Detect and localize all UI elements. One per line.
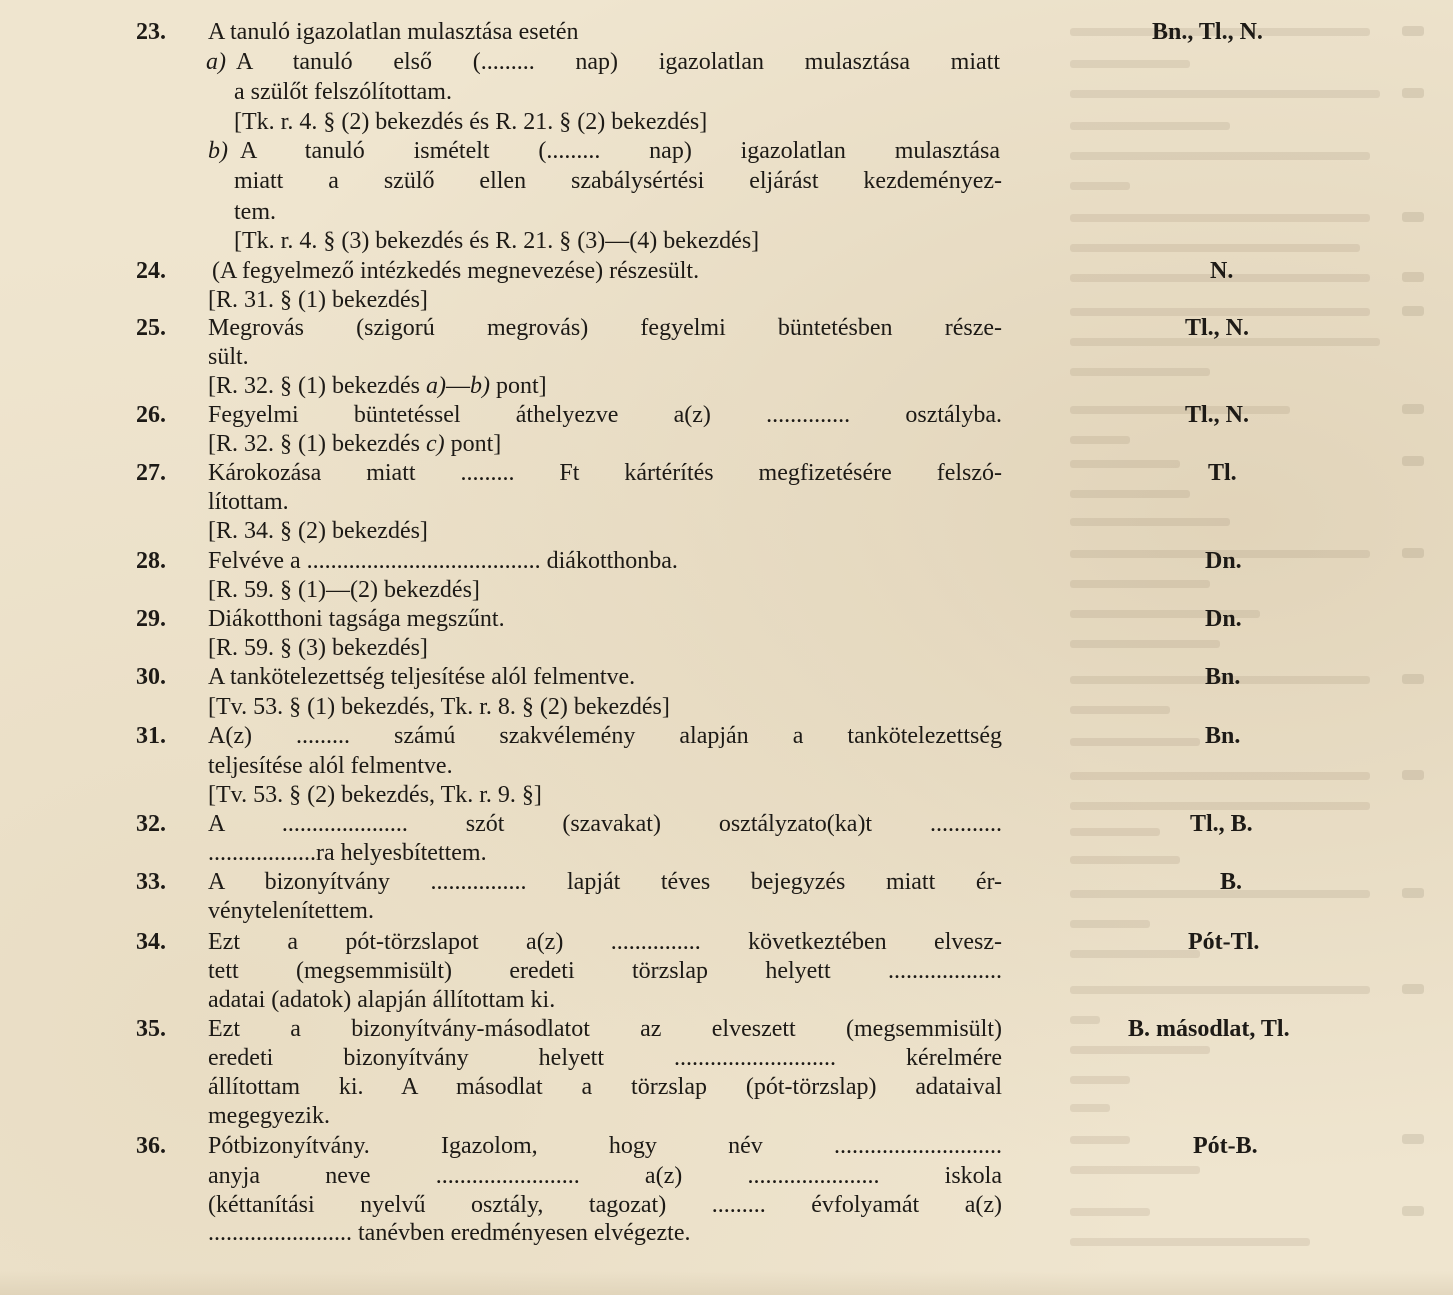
form-codes: Dn. — [1205, 548, 1242, 574]
form-codes: B. — [1220, 869, 1243, 895]
item-text: Károkozása miatt ......... Ft kártérítés megfizetésére felszó- — [208, 460, 1002, 486]
item-23-b-line3 — [0, 197, 1453, 227]
form-codes: Tl. — [1208, 460, 1237, 486]
item-text: A tankötelezettség teljesítése alól felmentve. — [208, 664, 636, 690]
item-36 — [0, 1131, 1453, 1161]
item-text: Ezt a bizonyítvány-másodlatot az elveszett (megsemmisült) — [208, 1016, 1002, 1042]
item-25 — [0, 313, 1453, 343]
item-number: 25. — [136, 315, 166, 341]
item-36-line3 — [0, 1190, 1453, 1220]
item-number: 24. — [136, 258, 166, 284]
form-codes: Bn. — [1205, 664, 1241, 690]
item-29-ref — [0, 633, 1453, 663]
item-number: 30. — [136, 664, 166, 690]
form-codes: Tl., N. — [1185, 315, 1250, 341]
form-codes: Bn. — [1205, 723, 1241, 749]
item-24-ref — [0, 285, 1453, 315]
item-text: Ezt a pót-törzslapot a(z) ............... következtében elvesz- — [208, 929, 1002, 955]
item-31-line2 — [0, 751, 1453, 781]
item-text: teljesítése alól felmentve. — [208, 753, 453, 779]
item-text: vénytelenítettem. — [208, 898, 374, 924]
item-text: állítottam ki. A másodlat a törzslap (pót-törzslap) adataival — [208, 1074, 1002, 1100]
item-text: anyja neve ........................ a(z) ...................... iskola — [208, 1163, 1002, 1189]
item-27 — [0, 458, 1453, 488]
item-23-b — [0, 136, 1453, 166]
item-34 — [0, 927, 1453, 957]
item-35-line3 — [0, 1072, 1453, 1102]
ref-text: pont] — [444, 431, 502, 457]
item-text: A bizonyítvány ................ lapját téves bejegyzés miatt ér- — [208, 869, 1002, 895]
form-codes: Pót-Tl. — [1188, 929, 1260, 955]
item-26-ref — [0, 429, 1453, 459]
item-number: 32. — [136, 811, 166, 837]
item-text: A tanuló igazolatlan mulasztása esetén — [208, 19, 579, 45]
item-33-line2 — [0, 896, 1453, 926]
ref-text: [R. 32. § (1) bekezdés — [208, 373, 426, 399]
item-text: (kéttanítási nyelvű osztály, tagozat) ......... évfolyamát a(z) — [208, 1192, 1002, 1218]
subitem-letter: b) — [208, 138, 228, 164]
subitem-letter: a) — [206, 49, 226, 75]
item-text: tett (megsemmisült) eredeti törzslap helyett ................... — [208, 958, 1002, 984]
ref-dash: — — [445, 373, 470, 399]
form-codes: Dn. — [1205, 606, 1242, 632]
item-30-ref — [0, 692, 1453, 722]
form-codes: Tl., N. — [1185, 402, 1250, 428]
item-number: 26. — [136, 402, 166, 428]
item-27-line2 — [0, 487, 1453, 517]
item-36-line4 — [0, 1218, 1453, 1248]
item-28-ref — [0, 575, 1453, 605]
item-text: miatt a szülő ellen szabálysértési eljárást kezdeményez- — [234, 168, 1002, 194]
ref-point-c: c) — [425, 431, 445, 457]
item-30 — [0, 662, 1453, 692]
item-text: A tanuló első (......... nap) igazolatlan mulasztása miatt — [236, 49, 1000, 75]
item-32-line2 — [0, 838, 1453, 868]
legal-reference: [R. 31. § (1) bekezdés] — [208, 287, 428, 313]
item-text: tem. — [234, 199, 276, 225]
ref-text: [R. 32. § (1) bekezdés — [208, 431, 426, 457]
item-text: A ..................... szót (szavakat) osztályzato(ka)t ............ — [208, 811, 1002, 837]
item-23-b-line2 — [0, 166, 1453, 196]
item-23-b-ref — [0, 226, 1453, 256]
item-text: Pótbizonyítvány. Igazolom, hogy név ............................ — [208, 1133, 1002, 1159]
item-23-a-line2 — [0, 77, 1453, 107]
item-text: Fegyelmi büntetéssel áthelyezve a(z) .............. osztályba. — [208, 402, 1002, 428]
item-27-ref — [0, 516, 1453, 546]
item-36-line2 — [0, 1161, 1453, 1191]
legal-reference — [208, 371, 1002, 401]
item-number: 29. — [136, 606, 166, 632]
form-codes: Tl., B. — [1190, 811, 1253, 837]
item-number: 28. — [136, 548, 166, 574]
item-23-a-ref — [0, 107, 1453, 137]
item-26 — [0, 400, 1453, 430]
item-text: eredeti bizonyítvány helyett ........................... kérelmére — [208, 1045, 1002, 1071]
legal-reference — [208, 429, 1002, 459]
item-29 — [0, 604, 1453, 634]
item-25-ref — [0, 371, 1453, 401]
ref-text: pont] — [489, 373, 547, 399]
item-text: A(z) ......... számú szakvélemény alapján a tankötelezettség — [208, 723, 1002, 749]
ref-point-b: b) — [469, 373, 490, 399]
page-edge-shadow — [0, 1271, 1453, 1295]
item-25-line2 — [0, 342, 1453, 372]
legal-reference: [R. 59. § (1)—(2) bekezdés] — [208, 577, 480, 603]
item-text: ........................ tanévben eredményesen elvégezte. — [208, 1220, 691, 1246]
item-text: ..................ra helyesbítettem. — [208, 840, 487, 866]
item-text: megegyezik. — [208, 1103, 330, 1129]
item-text: sült. — [208, 344, 249, 370]
item-text: (A fegyelmező intézkedés megnevezése) részesült. — [212, 258, 700, 284]
item-31-ref — [0, 780, 1453, 810]
legal-reference: [Tv. 53. § (1) bekezdés, Tk. r. 8. § (2) bekezdés] — [208, 694, 670, 720]
item-32 — [0, 809, 1453, 839]
item-35 — [0, 1014, 1453, 1044]
ref-point-a: a) — [425, 373, 446, 399]
item-text: A tanuló ismételt (......... nap) igazolatlan mulasztása — [240, 138, 1000, 164]
item-34-line2 — [0, 956, 1453, 986]
form-codes: N. — [1210, 258, 1234, 284]
item-number: 36. — [136, 1133, 166, 1159]
item-text: adatai (adatok) alapján állítottam ki. — [208, 987, 556, 1013]
item-number: 33. — [136, 869, 166, 895]
form-codes: Pót-B. — [1193, 1133, 1258, 1159]
item-35-line2 — [0, 1043, 1453, 1073]
item-number: 23. — [136, 19, 166, 45]
item-text: a szülőt felszólítottam. — [234, 79, 452, 105]
item-number: 27. — [136, 460, 166, 486]
item-24 — [0, 256, 1453, 286]
item-number: 35. — [136, 1016, 166, 1042]
legal-reference: [Tk. r. 4. § (3) bekezdés és R. 21. § (3)—(4) bekezdés] — [234, 228, 760, 254]
item-number: 34. — [136, 929, 166, 955]
legal-reference: [Tv. 53. § (2) bekezdés, Tk. r. 9. §] — [208, 782, 542, 808]
item-text: Diákotthoni tagsága megszűnt. — [208, 606, 505, 632]
item-23 — [0, 17, 1453, 47]
item-number: 31. — [136, 723, 166, 749]
item-28 — [0, 546, 1453, 576]
form-codes: B. másodlat, Tl. — [1128, 1016, 1290, 1042]
item-34-line3 — [0, 985, 1453, 1015]
item-35-line4 — [0, 1101, 1453, 1131]
legal-reference: [R. 59. § (3) bekezdés] — [208, 635, 428, 661]
item-text: Felvéve a ....................................... diákotthonba. — [208, 548, 678, 574]
item-text: Megrovás (szigorú megrovás) fegyelmi büntetésben része- — [208, 315, 1002, 341]
item-33 — [0, 867, 1453, 897]
legal-reference: [R. 34. § (2) bekezdés] — [208, 518, 428, 544]
form-codes: Bn., Tl., N. — [1152, 19, 1263, 45]
item-text: lítottam. — [208, 489, 289, 515]
item-23-a — [0, 47, 1453, 77]
item-31 — [0, 721, 1453, 751]
legal-reference: [Tk. r. 4. § (2) bekezdés és R. 21. § (2) bekezdés] — [234, 109, 708, 135]
